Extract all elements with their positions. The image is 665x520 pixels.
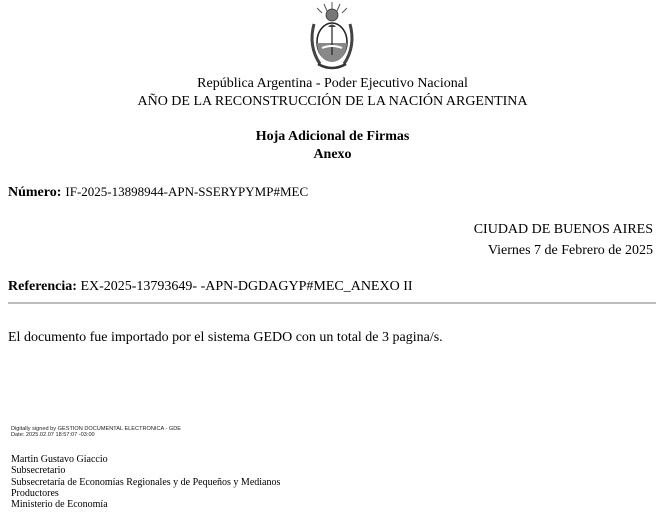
signer-ministry: Ministerio de Economía xyxy=(11,499,108,511)
city: CIUDAD DE BUENOS AIRES xyxy=(473,222,653,237)
signer-office-line-2: Productores xyxy=(11,487,59,499)
document-subtitle: Anexo xyxy=(313,147,352,162)
signer-name: Martin Gustavo Giaccio xyxy=(11,454,108,465)
numero-value: IF-2025-13898944-APN-SSERYPYMP#MEC xyxy=(65,184,309,199)
header-line-2: AÑO DE LA RECONSTRUCCIÓN DE LA NACIÓN ARGENTINA xyxy=(137,94,528,109)
document-title: Hoja Adicional de Firmas xyxy=(255,129,410,144)
referencia-value: EX-2025-13793649- -APN-DGDAGYP#MEC_ANEXO II xyxy=(80,279,413,294)
numero-label: Número: xyxy=(8,185,62,200)
referencia-label: Referencia: xyxy=(8,279,77,294)
divider xyxy=(8,302,656,304)
argentina-coat-of-arms-icon xyxy=(306,0,358,76)
signer-office-line-1: Subsecretaría de Economías Regionales y de Pequeños y Medianos xyxy=(11,476,281,488)
numero-row xyxy=(8,184,308,201)
signer-role: Subsecretario xyxy=(11,465,66,477)
referencia-row xyxy=(8,279,413,295)
digital-signature-line-1: Digitally signed by GESTION DOCUMENTAL ELECTRONICA - GDE xyxy=(11,426,182,432)
header-line-1: República Argentina - Poder Ejecutivo Nacional xyxy=(197,76,468,91)
digital-signature-stamp xyxy=(11,426,181,438)
body-text: El documento fue importado por el sistema GEDO con un total de 3 pagina/s. xyxy=(8,330,443,345)
digital-signature-date: Date: 2025.02.07 18:57:07 -03:00 xyxy=(11,432,95,438)
date: Viernes 7 de Febrero de 2025 xyxy=(487,243,653,258)
signer-block xyxy=(11,454,280,510)
